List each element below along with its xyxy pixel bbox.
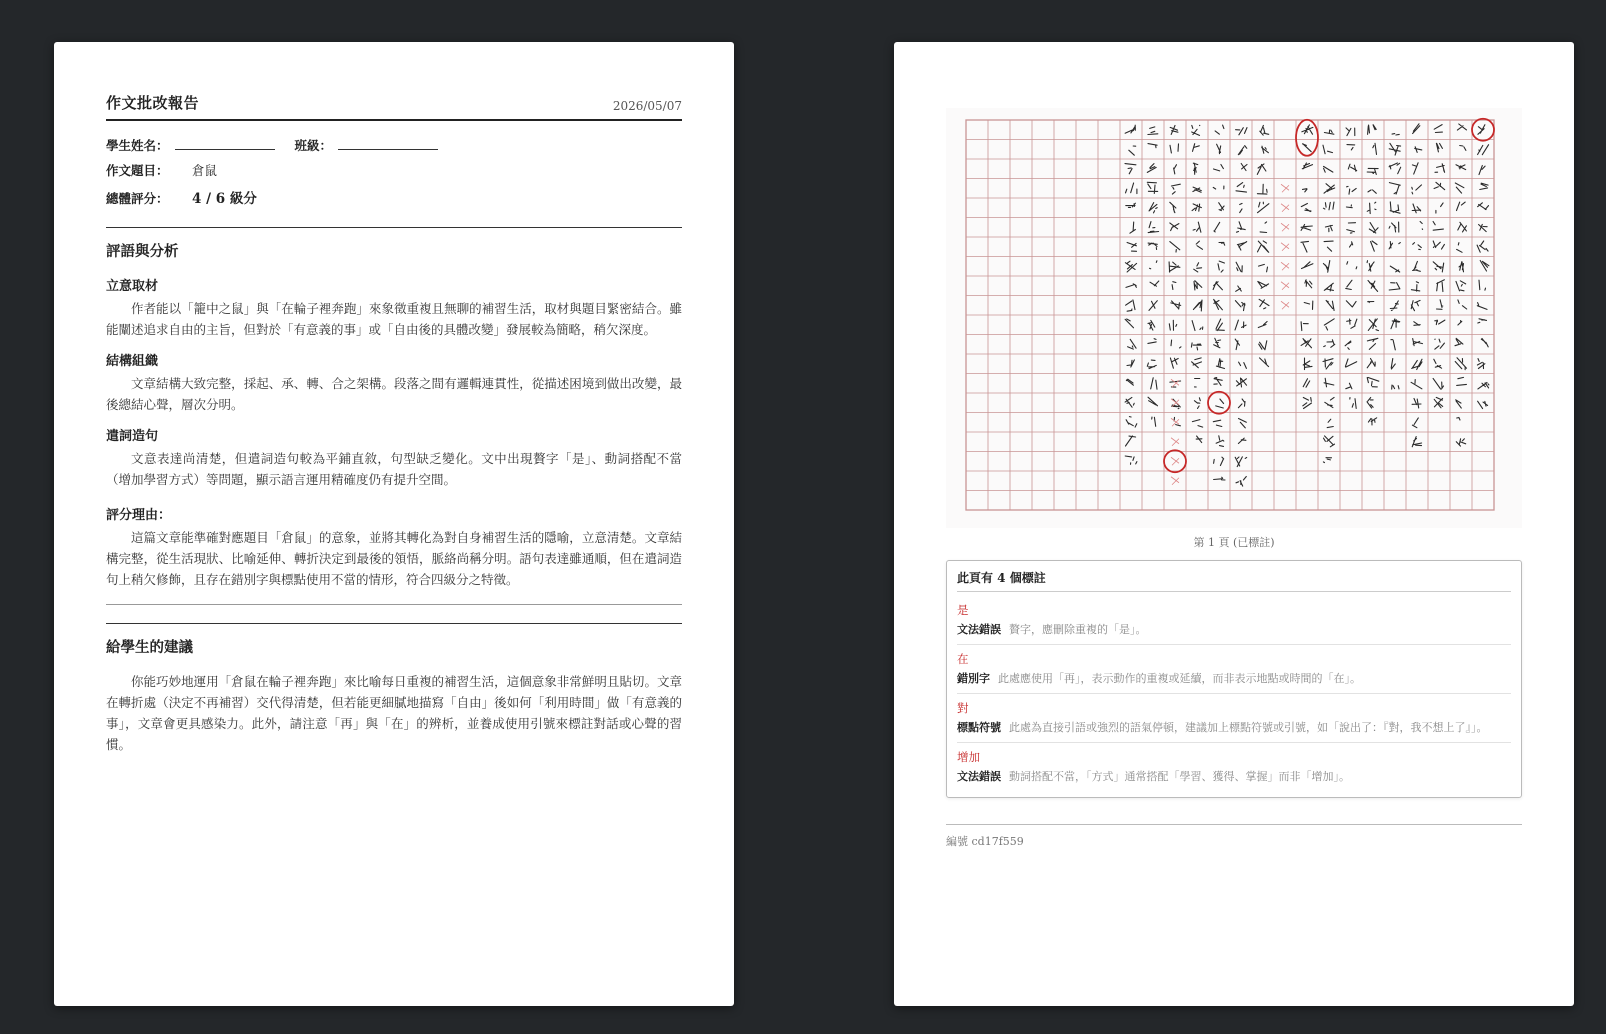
report-page [54,42,734,1006]
section-title-structure: 結構組織 [106,354,159,369]
section-title-wording: 遣詞造句 [106,429,159,444]
student-name-label: 學生姓名： [106,138,169,153]
annotation-item[interactable] [957,645,1511,694]
manuscript-grid-image [946,108,1522,528]
divider [106,604,682,605]
divider [946,824,1522,825]
score-value: 4 / 6 級分 [192,191,257,207]
student-info-row [106,135,682,161]
class-label: 班級： [294,138,333,153]
grid-lines [966,120,1494,510]
annotation-type: 文法錯誤 [957,623,1001,636]
class-blank [338,135,438,150]
annotation-item[interactable] [957,743,1511,791]
topic-value: 倉鼠 [192,163,218,178]
annotation-term: 是 [957,603,969,617]
report-meta [106,135,682,213]
student-name-blank [175,135,275,150]
annotation-term: 在 [957,652,969,666]
score-row [106,187,682,213]
scan-caption: 第 1 頁 (已標註) [1193,536,1275,549]
annotation-term: 對 [957,701,969,715]
analysis-heading: 評語與分析 [106,243,179,260]
annotation-type: 文法錯誤 [957,770,1001,783]
topic-label: 作文題目： [106,163,169,178]
scan-paper [946,108,1522,528]
score-reason-title: 評分理由： [106,508,172,523]
advice-text: 你能巧妙地運用「倉鼠在輪子裡奔跑」來比喻每日重複的補習生活，這個意象非常鮮明且貼切。文章在轉折處（決定不再補習）交代得清楚，但若能更細膩地描寫「自由」後如何「利用時間」做「有意義的事」，文章會更具感染力。此外，請注意「再」與「在」的辨析，並養成使用引號來標註對話或心聲的習慣。 [106,674,682,752]
annotation-type: 標點符號 [957,721,1001,734]
annotation-count: 此頁有 4 個標註 [957,569,1511,592]
divider [106,623,682,624]
report-title: 作文批改報告 [106,94,200,112]
annotation-type: 錯別字 [957,672,990,685]
annotation-panel [946,560,1522,798]
annotation-desc: 此處為直接引語或強烈的語氣停頓，建議加上標點符號或引號，如「說出了：『對，我不想上了』」。 [1009,721,1488,734]
annotation-term: 增加 [957,750,980,764]
annotation-item[interactable] [957,596,1511,645]
section-text-theme: 作者能以「籠中之鼠」與「在輪子裡奔跑」來象徵重複且無聊的補習生活，取材與題目緊密結合。雖能闡述追求自由的主旨，但對於「有意義的事」或「自由後的具體改變」發展較為簡略，稍欠深度。 [106,301,682,337]
annotation-desc: 贅字，應刪除重複的「是」。 [1009,623,1147,636]
section-title-theme: 立意取材 [106,279,159,294]
essay-scan [946,108,1522,528]
section-text-wording: 文意表達尚清楚，但遣詞造句較為平鋪直敘，句型缺乏變化。文中出現贅字「是」、動詞搭配不當（增加學習方式）等問題，顯示語言運用精確度仍有提升空間。 [106,451,682,487]
annotation-item[interactable] [957,694,1511,743]
advice-heading: 給學生的建議 [106,639,193,656]
report-date: 2026/05/07 [612,99,682,113]
divider [106,227,682,228]
section-text-structure: 文章結構大致完整，採起、承、轉、合之架構。段落之間有邏輯連貫性，從描述困境到做出改變，最後總結心聲，層次分明。 [106,376,682,412]
report-header [106,92,682,121]
topic-row [106,161,682,187]
document-id: 編號 cd17f559 [946,835,1024,848]
annotation-desc: 動詞搭配不當，「方式」通常搭配「學習、獲得、掌握」而非「增加」。 [1009,770,1350,783]
annotated-page [894,42,1574,1006]
score-label: 總體評分： [106,191,169,206]
annotation-desc: 此處應使用「再」，表示動作的重複或延續，而非表示地點或時間的「在」。 [998,672,1361,685]
score-reason-text: 這篇文章能準確對應題目「倉鼠」的意象，並將其轉化為對自身補習生活的隱喻，立意清楚。文章結構完整，從生活現狀、比喻延伸、轉折決定到最後的領悟，脈絡尚稱分明。語句表達雖通順，但在遣詞造句上稍欠修飾，且存在錯別字與標點使用不當的情形，符合四級分之特徵。 [106,530,682,587]
